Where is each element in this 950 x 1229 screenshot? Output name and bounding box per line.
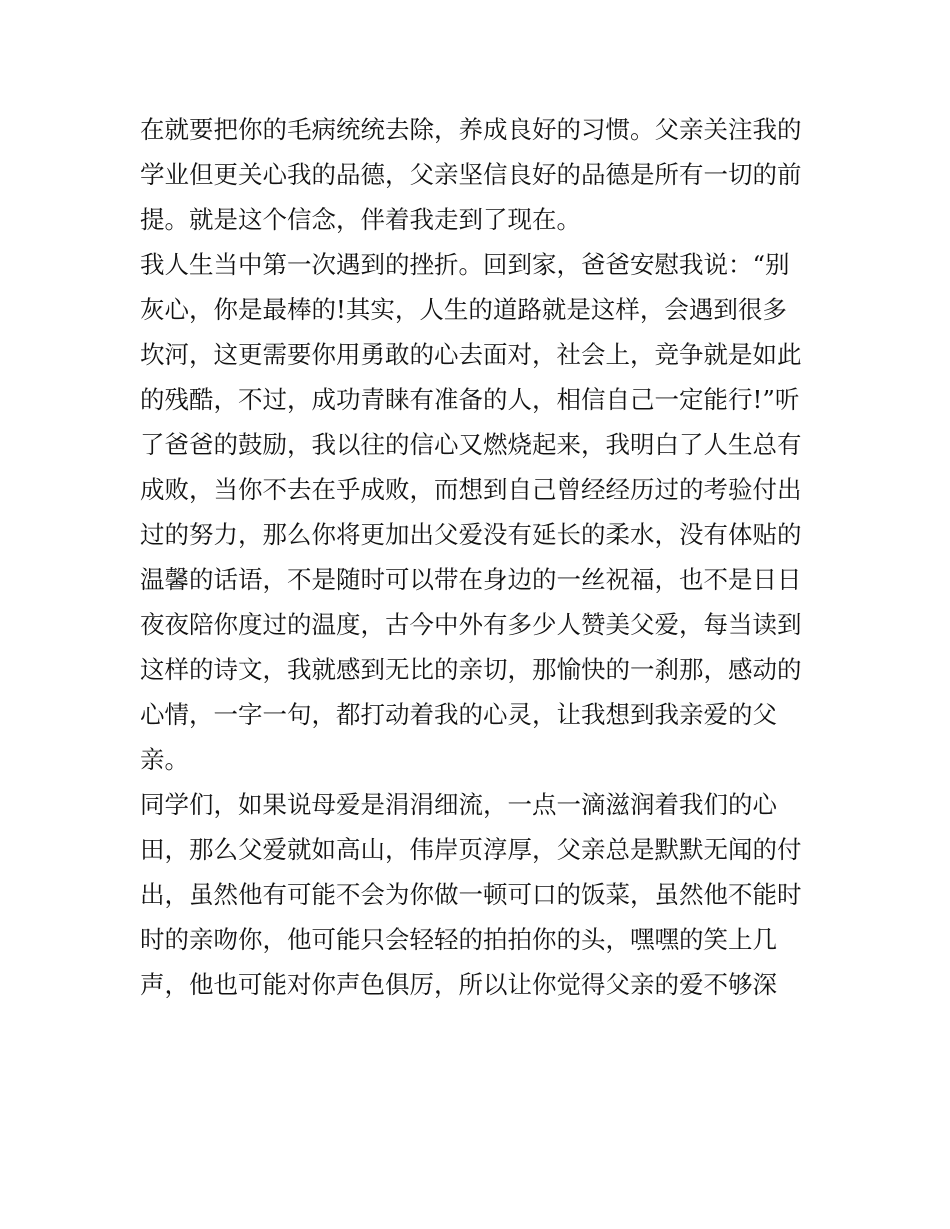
text-line: 心情，一字一句，都打动着我的心灵，让我想到我亲爱的父 <box>140 700 777 729</box>
text-line: 坎河，这更需要你用勇敢的心去面对，社会上，竞争就是如此 <box>140 340 802 369</box>
text-line: 灰心，你是最棒的!其实，人生的道路就是这样，会遇到很多 <box>140 295 787 324</box>
text-line: 过的努力，那么你将更加出父爱没有延长的柔水，没有体贴的 <box>140 520 802 549</box>
text-line: 亲。 <box>140 745 189 774</box>
text-line: 时的亲吻你，他可能只会轻轻的拍拍你的头，嘿嘿的笑上几 <box>140 925 777 954</box>
text-line: 夜夜陪你度过的温度，古今中外有多少人赞美父爱，每当读到 <box>140 610 802 639</box>
text-line: 声，他也可能对你声色俱厉，所以让你觉得父亲的爱不够深 <box>140 970 777 999</box>
text-line: 田，那么父爱就如高山，伟岸页淳厚，父亲总是默默无闻的付 <box>140 835 802 864</box>
text-line: 温馨的话语，不是随时可以带在身边的一丝祝福，也不是日日 <box>140 565 802 594</box>
text-line: 提。就是这个信念，伴着我走到了现在。 <box>140 205 581 234</box>
text-line: 成败，当你不去在乎成败，而想到自己曾经经历过的考验付出 <box>140 475 802 504</box>
body-text <box>140 107 820 1007</box>
text-line: 出，虽然他有可能不会为你做一顿可口的饭菜，虽然他不能时 <box>140 880 802 909</box>
text-line: 我人生当中第一次遇到的挫折。回到家，爸爸安慰我说：“别 <box>140 250 790 279</box>
text-line: 这样的诗文，我就感到无比的亲切，那愉快的一刹那，感动的 <box>140 655 802 684</box>
text-line: 在就要把你的毛病统统去除，养成良好的习惯。父亲关注我的 <box>140 115 802 144</box>
text-line: 了爸爸的鼓励，我以往的信心又燃烧起来，我明白了人生总有 <box>140 430 802 459</box>
text-line: 学业但更关心我的品德，父亲坚信良好的品德是所有一切的前 <box>140 160 802 189</box>
text-line: 的残酷，不过，成功青睐有准备的人，相信自己一定能行!”听 <box>140 385 800 414</box>
text-line: 同学们，如果说母爱是涓涓细流，一点一滴滋润着我们的心 <box>140 790 777 819</box>
